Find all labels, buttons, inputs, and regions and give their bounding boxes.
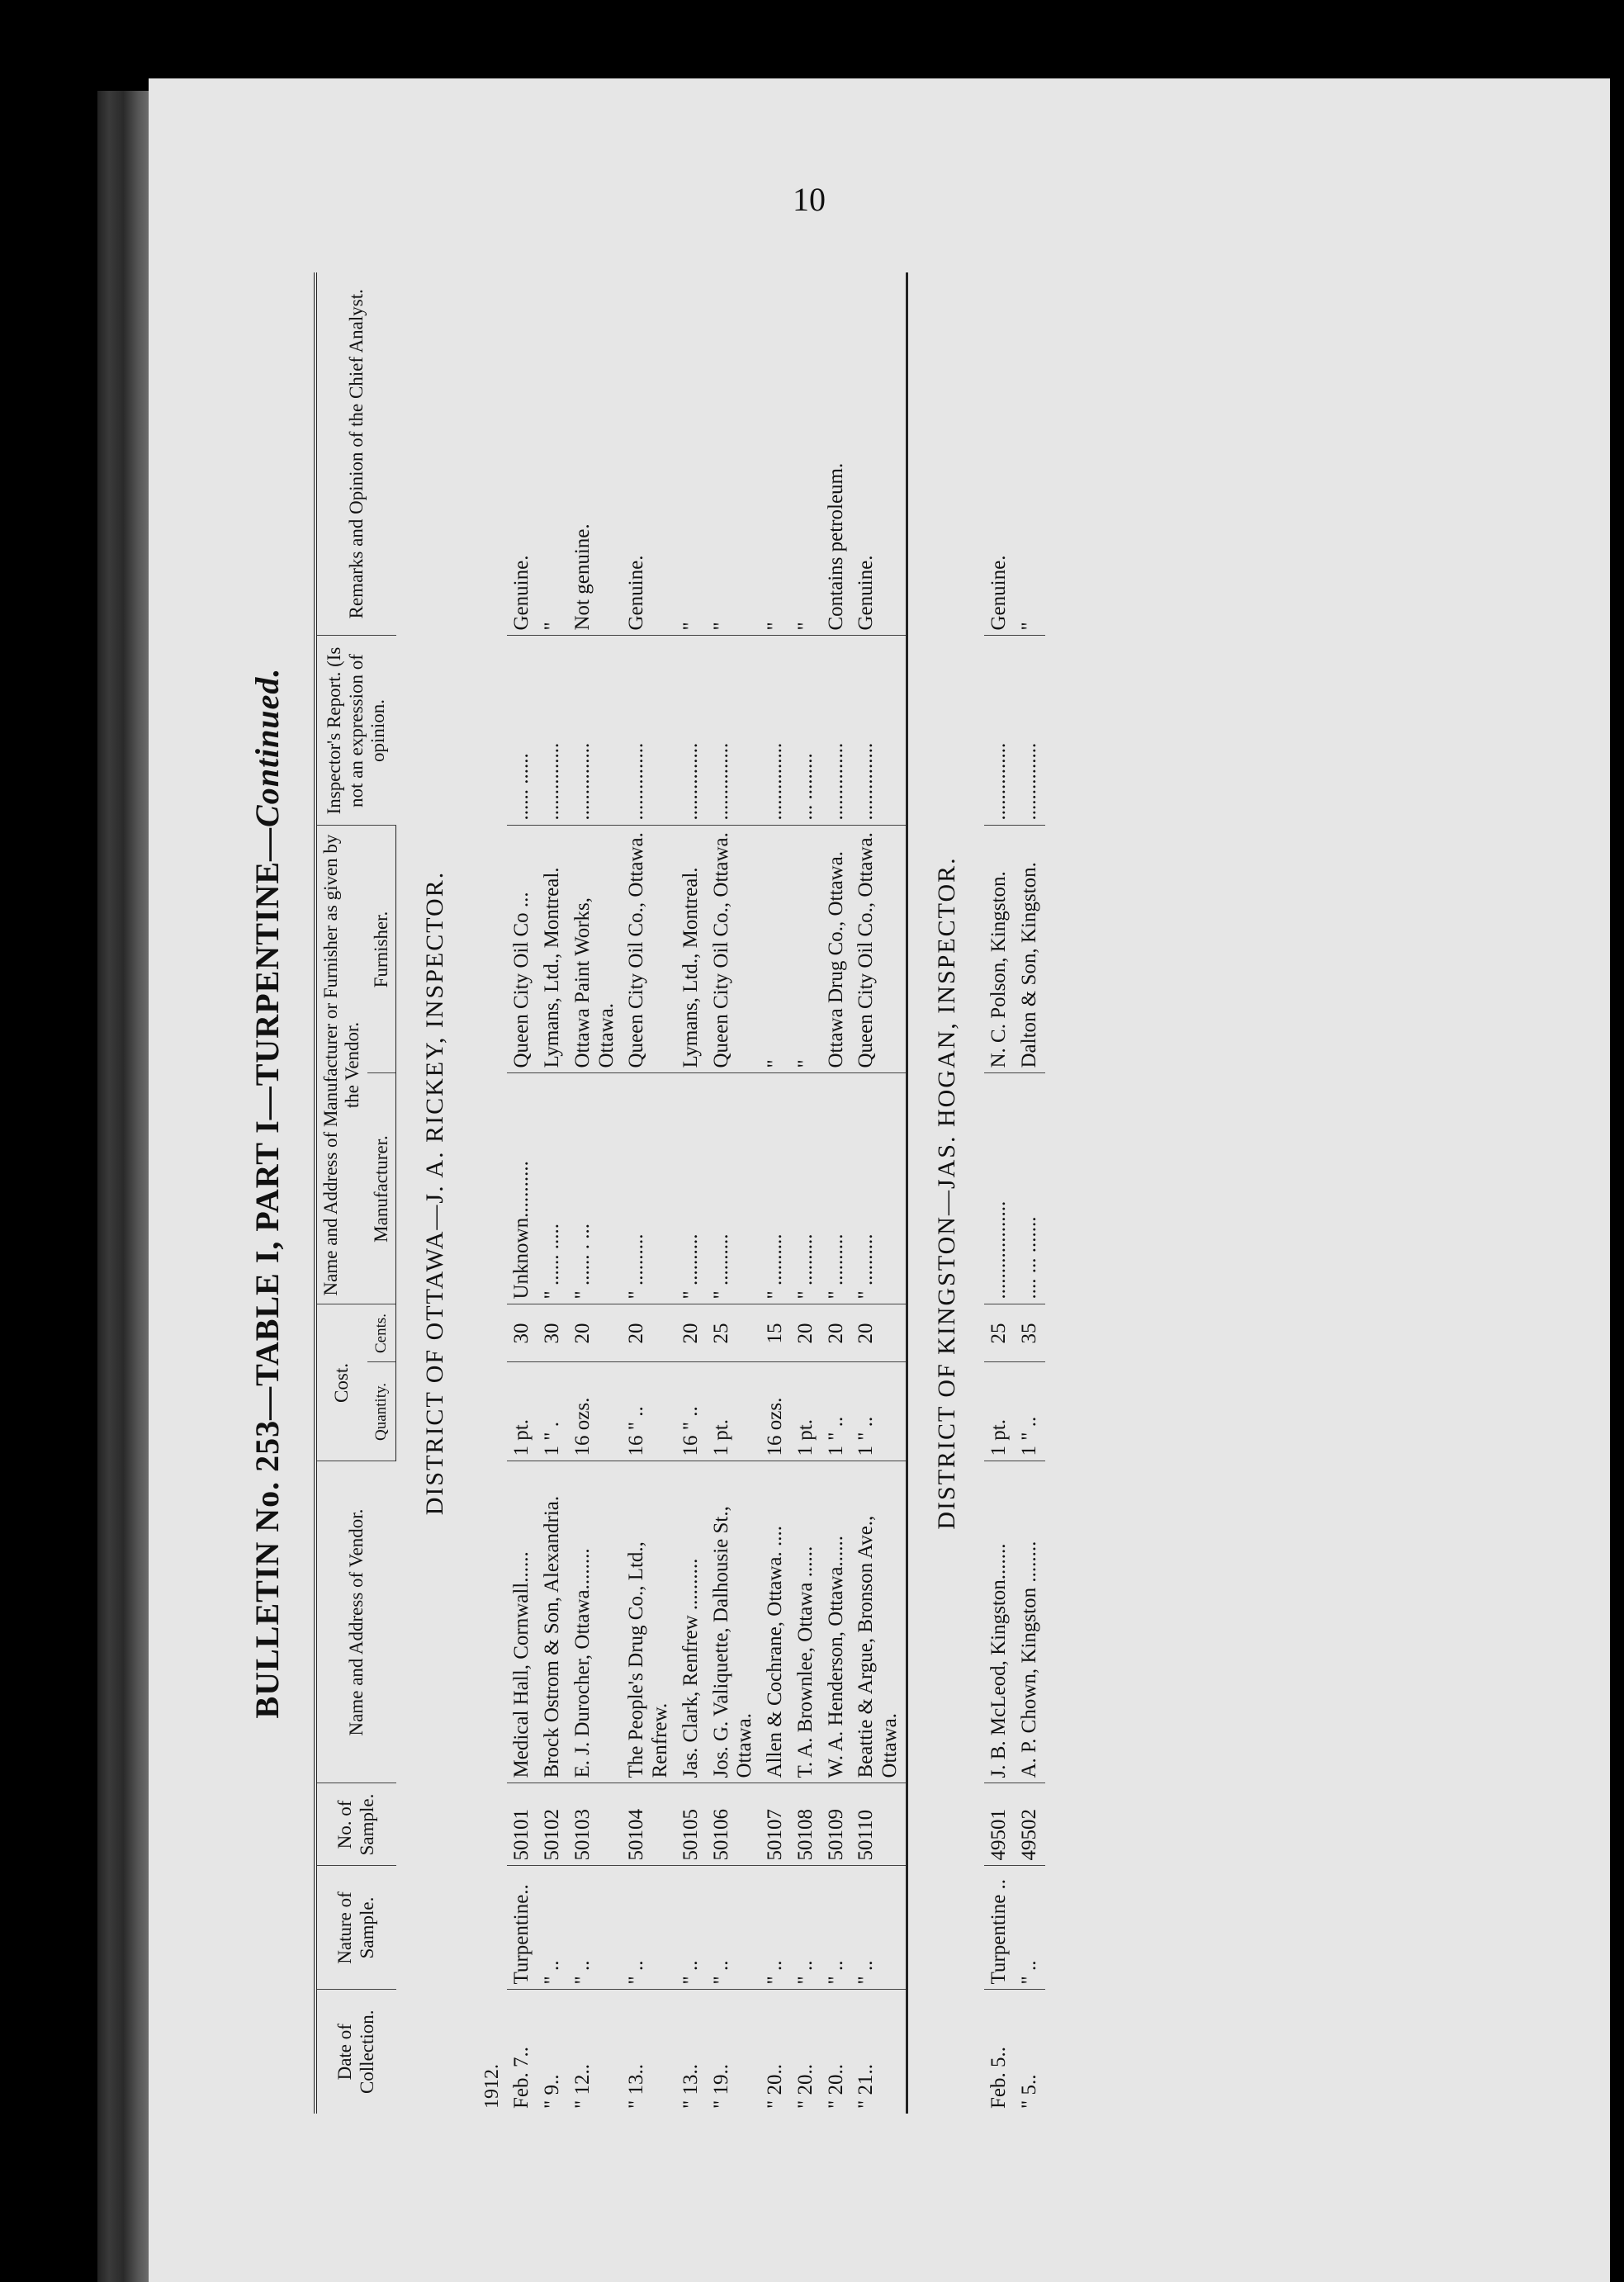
cell-inspector: ...............	[821, 636, 852, 826]
table-row	[984, 272, 1015, 2114]
cell-nature: " ..	[676, 1866, 707, 1990]
cell-qty: 16 ozs.	[568, 1362, 623, 1461]
table-row	[821, 272, 852, 2114]
cell-cents: 20	[568, 1304, 623, 1362]
cell-vendor: T. A. Brownlee, Ottawa ......	[791, 1461, 821, 1783]
cell-date: " 20..	[793, 2064, 817, 2109]
cell-date: Feb. 7..	[510, 2047, 533, 2109]
cell-cents: 30	[537, 1304, 568, 1362]
header-remarks: Remarks and Opinion of the Chief Analyst.	[317, 272, 396, 636]
header-cost: Cost.	[317, 1304, 367, 1461]
title-text: BULLETIN No. 253—TABLE I, PART I—TURPENTINE—	[249, 826, 286, 1719]
cell-date: " 21..	[851, 1990, 907, 2114]
cell-no: 50104	[622, 1783, 676, 1866]
header-manufacturer-group: Name and Address of Manufacturer or Furnisher as given by the Vendor.	[317, 826, 367, 1304]
cell-inspector: ... .........	[791, 636, 821, 826]
cell-vendor: E. J. Durocher, Ottawa........	[568, 1461, 623, 1783]
cell-date: " 5..	[1018, 2074, 1041, 2109]
table-row	[791, 272, 821, 2114]
turpentine-table	[314, 272, 1045, 2114]
cell-manufacturer: " ...... . ...	[568, 1073, 623, 1304]
cell-furnisher: "	[791, 826, 821, 1073]
cell-inspector: ...............	[622, 636, 676, 826]
cell-inspector: ...... ......	[507, 636, 537, 826]
cell-no: 50109	[821, 1783, 852, 1866]
cell-no: 50110	[851, 1783, 907, 1866]
cell-date: " 20..	[764, 2064, 787, 2109]
cell-nature: " ..	[760, 1866, 791, 1990]
cell-nature: " ..	[622, 1866, 676, 1990]
cell-remarks: Genuine.	[851, 272, 907, 636]
cell-inspector: ...............	[707, 636, 761, 826]
cell-no: 50108	[791, 1783, 821, 1866]
cell-qty: 1 " ..	[1015, 1362, 1045, 1461]
cell-furnisher: Queen City Oil Co ...	[507, 826, 537, 1073]
cell-furnisher: Dalton & Son, Kingston.	[1015, 826, 1045, 1073]
header-furnisher: Furnisher.	[367, 826, 396, 1073]
cell-no: 50103	[568, 1783, 623, 1866]
cell-furnisher: "	[760, 826, 791, 1073]
table-row	[507, 272, 537, 2114]
cell-cents: 25	[707, 1304, 761, 1362]
cell-manufacturer: .... ... .......	[1015, 1073, 1045, 1304]
cell-remarks: Genuine.	[984, 272, 1015, 636]
cell-manufacturer: Unknown...........	[507, 1073, 537, 1304]
cell-vendor: J. B. McLeod, Kingston.......	[984, 1461, 1015, 1783]
cell-remarks: "	[707, 272, 761, 636]
cell-nature: " ..	[568, 1866, 623, 1990]
cell-remarks: Genuine.	[622, 272, 676, 636]
cell-cents: 20	[821, 1304, 852, 1362]
cell-manufacturer: " ..........	[760, 1073, 791, 1304]
cell-furnisher: Lymans, Ltd., Montreal.	[676, 826, 707, 1073]
cell-nature: " ..	[821, 1866, 852, 1990]
header-manufacturer: Manufacturer.	[367, 1073, 396, 1304]
cell-qty: 16 ozs.	[760, 1362, 791, 1461]
page-number: 10	[793, 181, 826, 218]
cell-qty: 1 " ..	[851, 1362, 907, 1461]
cell-manufacturer: " ..........	[676, 1073, 707, 1304]
table-row	[1015, 272, 1045, 2114]
table-row	[851, 272, 907, 2114]
cell-no: 50106	[707, 1783, 761, 1866]
table-row	[707, 272, 761, 2114]
header-cents: Cents.	[367, 1304, 396, 1362]
cell-cents: 20	[676, 1304, 707, 1362]
cell-nature: " ..	[537, 1866, 568, 1990]
cell-vendor: Jas. Clark, Renfrew ..........	[676, 1461, 707, 1783]
cell-inspector: ...............	[760, 636, 791, 826]
cell-remarks: Not genuine.	[568, 272, 623, 636]
cell-vendor: Jos. G. Valiquette, Dalhousie St., Ottawa.	[707, 1461, 761, 1783]
cell-remarks: "	[760, 272, 791, 636]
cell-no: 49502	[1015, 1783, 1045, 1866]
cell-nature: " ..	[1015, 1866, 1045, 1990]
cell-vendor: Beattie & Argue, Bronson Ave., Ottawa.	[851, 1461, 907, 1783]
rotated-table-area	[248, 272, 1437, 2114]
section-heading-kingston: DISTRICT OF KINGSTON—JAS. HOGAN, INSPECTOR.	[932, 856, 960, 1530]
cell-cents: 20	[791, 1304, 821, 1362]
cell-nature: " ..	[791, 1866, 821, 1990]
bulletin-title	[248, 272, 286, 2114]
cell-inspector: ...............	[568, 636, 623, 826]
cell-vendor: W. A. Henderson, Ottawa......	[821, 1461, 852, 1783]
cell-date: " 13..	[625, 2064, 648, 2109]
cell-inspector: ...............	[676, 636, 707, 826]
cell-manufacturer: " ...... .....	[537, 1073, 568, 1304]
cell-date: " 13..	[679, 2064, 702, 2109]
cell-vendor: Brock Ostrom & Son, Alexandria.	[537, 1461, 568, 1783]
table-row	[568, 272, 623, 2114]
header-inspector-report: Inspector's Report. (Is not an expression of opinion.	[317, 636, 396, 826]
cell-vendor: Medical Hall, Cornwall......	[507, 1461, 537, 1783]
header-nature: Nature of Sample.	[317, 1866, 396, 1990]
cell-qty: 1 pt.	[791, 1362, 821, 1461]
cell-cents: 30	[507, 1304, 537, 1362]
cell-nature: " ..	[851, 1866, 907, 1990]
cell-remarks: "	[1015, 272, 1045, 636]
section-heading-ottawa: DISTRICT OF OTTAWA—J. A. RICKEY, INSPECTOR.	[421, 870, 449, 1516]
cell-furnisher: Lymans, Ltd., Montreal.	[537, 826, 568, 1073]
header-sample-no: No. of Sample.	[317, 1783, 396, 1866]
title-continued: Continued.	[249, 667, 286, 827]
cell-cents: 35	[1015, 1304, 1045, 1362]
cell-furnisher: N. C. Polson, Kingston.	[984, 826, 1015, 1073]
cell-inspector: ...............	[851, 636, 907, 826]
cell-inspector: ...............	[537, 636, 568, 826]
cell-remarks: "	[537, 272, 568, 636]
cell-manufacturer: " ..........	[821, 1073, 852, 1304]
cell-qty: 16 " ..	[676, 1362, 707, 1461]
cell-nature: Turpentine ..	[984, 1866, 1015, 1990]
cell-qty: 1 " .	[537, 1362, 568, 1461]
cell-vendor: Allen & Cochrane, Ottawa. ....	[760, 1461, 791, 1783]
cell-remarks: "	[676, 272, 707, 636]
table-row	[537, 272, 568, 2114]
cell-date: " 12..	[571, 2064, 594, 2109]
cell-inspector: ...............	[1015, 636, 1045, 826]
cell-manufacturer: ...................	[984, 1073, 1015, 1304]
cell-nature: Turpentine..	[507, 1866, 537, 1990]
cell-date: Feb. 5..	[987, 2047, 1011, 2109]
cell-manufacturer: " ..........	[622, 1073, 676, 1304]
cell-cents: 20	[851, 1304, 907, 1362]
cell-qty: 1 pt.	[707, 1362, 761, 1461]
cell-date: " 19..	[709, 2064, 732, 2109]
header-date: Date of Collection.	[334, 2010, 377, 2095]
cell-date: " 9..	[541, 2074, 564, 2109]
cell-vendor: A. P. Chown, Kingston ........	[1015, 1461, 1045, 1783]
cell-manufacturer: " ..........	[707, 1073, 761, 1304]
cell-cents: 15	[760, 1304, 791, 1362]
cell-qty: 1 pt.	[507, 1362, 537, 1461]
header-vendor: Name and Address of Vendor.	[317, 1461, 396, 1783]
cell-remarks: Contains petroleum.	[821, 272, 852, 636]
header-quantity: Quantity.	[367, 1362, 396, 1461]
cell-no: 49501	[984, 1783, 1015, 1866]
cell-manufacturer: " ..........	[851, 1073, 907, 1304]
cell-furnisher: Ottawa Drug Co., Ottawa.	[821, 826, 852, 1073]
cell-vendor: The People's Drug Co., Ltd., Renfrew.	[622, 1461, 676, 1783]
cell-qty: 1 pt.	[984, 1362, 1015, 1461]
cell-nature: " ..	[707, 1866, 761, 1990]
cell-qty: 16 " ..	[622, 1362, 676, 1461]
cell-furnisher: Ottawa Paint Works, Ottawa.	[568, 826, 623, 1073]
cell-no: 50101	[507, 1783, 537, 1866]
cell-no: 50107	[760, 1783, 791, 1866]
cell-remarks: Genuine.	[507, 272, 537, 636]
cell-furnisher: Queen City Oil Co., Ottawa.	[622, 826, 676, 1073]
table-row	[760, 272, 791, 2114]
table-row	[622, 272, 676, 2114]
cell-no: 50105	[676, 1783, 707, 1866]
cell-furnisher: Queen City Oil Co., Ottawa.	[707, 826, 761, 1073]
cell-qty: 1 " ..	[821, 1362, 852, 1461]
cell-date: " 20..	[824, 2064, 847, 2109]
cell-manufacturer: " ..........	[791, 1073, 821, 1304]
cell-remarks: "	[791, 272, 821, 636]
cell-furnisher: Queen City Oil Co., Ottawa.	[851, 826, 907, 1073]
cell-cents: 20	[622, 1304, 676, 1362]
cell-inspector: ...............	[984, 636, 1015, 826]
table-row	[676, 272, 707, 2114]
book-binding	[97, 91, 155, 2282]
cell-cents: 25	[984, 1304, 1015, 1362]
cell-no: 50102	[537, 1783, 568, 1866]
year-label: 1912.	[481, 2064, 503, 2109]
